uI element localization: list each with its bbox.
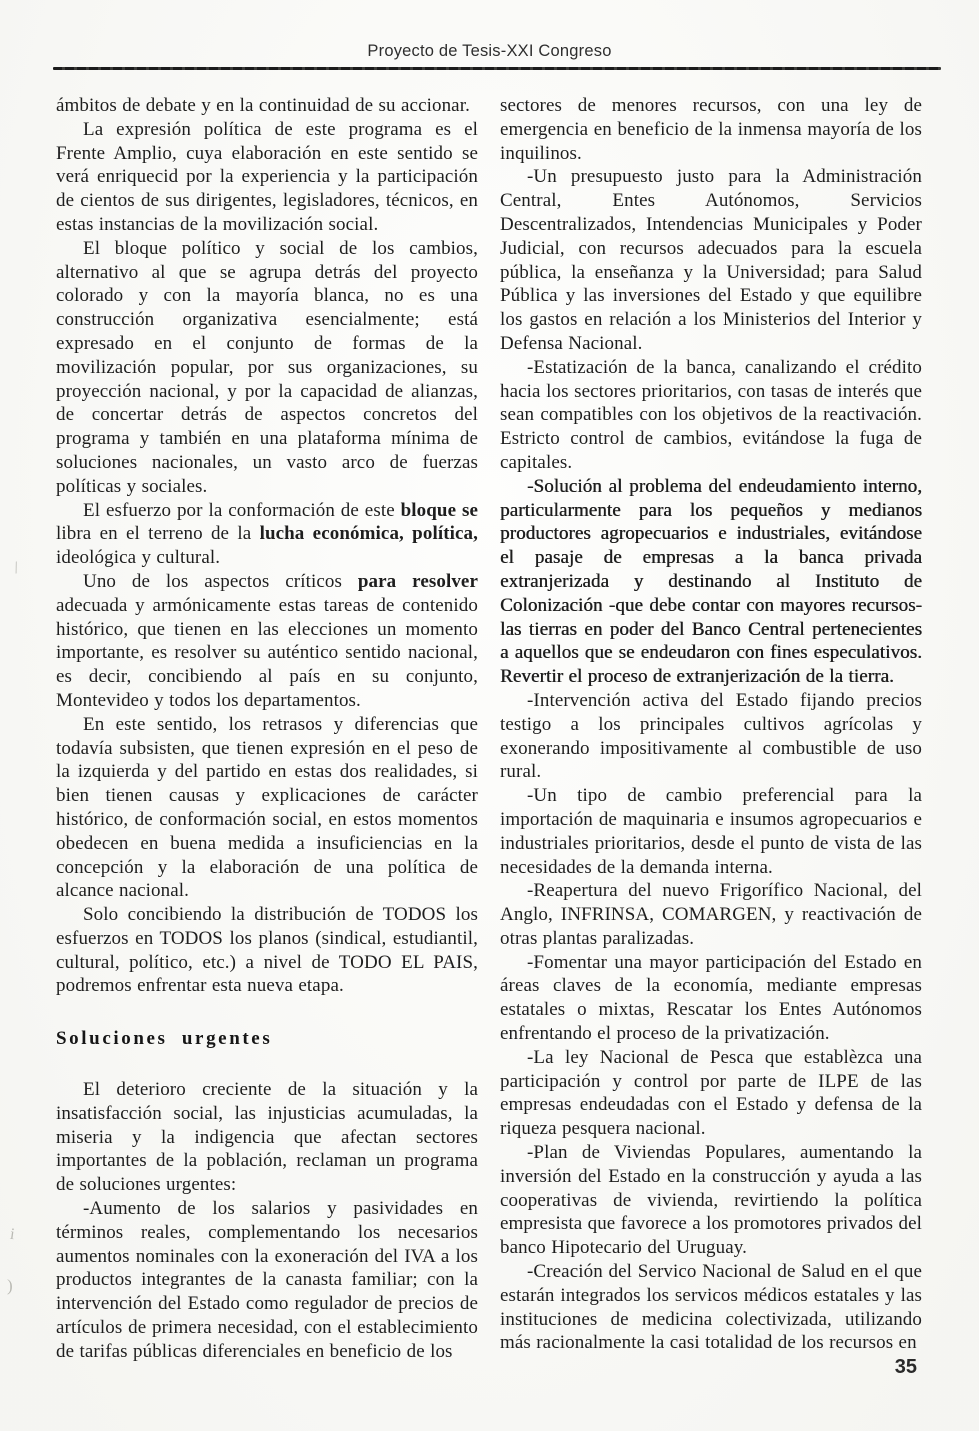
paragraph [56,1078,478,1197]
paragraph [500,94,922,165]
text-run: ideológica y cultural. [56,547,221,569]
paragraph [56,118,478,237]
pencil-mark: i [8,1225,16,1244]
bold-text-run: para resolver [357,570,478,592]
paragraph [500,879,922,950]
text-run: El deterioro creciente de la situación y la insatisfacción social, las injusticias acumuladas, la miseria y la indigencia que afectan sectores importantes de la población, reclaman un programa de soluciones urgentes: [56,1079,478,1196]
bold-text-run: bloque se [400,499,478,521]
paragraph [56,1197,478,1364]
paragraph [56,713,478,903]
pencil-mark: ) [7,1276,13,1295]
paragraph [56,570,478,713]
text-run: adecuada y armónicamente estas tareas de contenido histórico, que tienen en las elecciones un momento importante, es resolver su auténtico sentido nacional, es decir, concibiendo al país en su conjunto, Montevideo y todos los departamentos. [56,594,478,711]
paragraph [500,475,922,689]
text-run: sectores de menores recursos, con una ley de emergencia en beneficio de la inmensa mayoría de los inquilinos. [500,95,922,164]
text-run: -Creación del Servico Nacional de Salud en el que estarán integrados los servicos médicos estatales y las instituciones de medicina colectivizada, utilizando más racionalmente la casi totalidad de los recursos en [500,1261,922,1354]
text-run: -Un tipo de cambio preferencial para la importación de maquinaria e insumos agropecuarios e industriales prioritarios, desde el punto de vista de las necesidades de la demanda interna. [500,785,922,878]
text-run: Uno de los aspectos críticos [83,570,358,592]
paragraph [56,94,478,118]
paragraph [56,237,478,499]
paragraph [500,165,922,355]
text-run: La expresión política de este programa es el Frente Amplio, cuya elaboración en este sentido se verá enriquecid por la experiencia y la participación de cientos de sus dirigentes, legisladores, técnicos, en estas instancias de la movilización social. [56,118,478,235]
section-heading: Soluciones urgentes [56,1028,273,1050]
text-columns [56,94,922,1364]
text-run: libra en el terreno de la [56,523,260,545]
text-run: En este sentido, los retrasos y diferencias que todavía subsisten, que tienen expresión en el peso de la izquierda y del partido en estas dos realidades, si bien tienen causas y explicaciones de carácter histórico, de conformación social, en estos momentos obedecen en buena medida a insuficiencias en la concepción y la elaboración de una política de alcance nacional. [56,713,478,902]
text-run: -Estatización de la banca, canalizando el crédito hacia los sectores prioritarios, con tasas de interés que sean compatibles con los objetivos de la reactivación. Estricto control de cambios, evitándose la fuga de capitales. [500,356,922,473]
paragraph [500,951,922,1046]
right-column [500,94,922,1364]
text-run: El esfuerzo por la conformación de este [83,499,401,521]
header-rule [53,67,941,70]
paragraph [500,784,922,879]
text-run: Solo concibiendo la distribución de TODOS los esfuerzos en TODOS los planos (sindical, estudiantil, cultural, político, etc.) a nivel de TODO EL PAIS, podremos enfrentar esta nueva etapa. [56,904,478,997]
running-header: Proyecto de Tesis-XXI Congreso [367,42,612,60]
page-number: 35 [894,1356,917,1378]
paragraph [500,356,922,475]
text-run: -Un presupuesto justo para la Administración Central, Entes Autónomos, Servicios Descentralizados, Intendencias Municipales y Poder Judicial, con recursos adecuados para la escuela pública, la enseñanza y la Universidad; para Salud Pública y las inversiones del Estado y que equilibre los gastos en relación a los Ministerios del Interior y Defensa Nacional. [500,166,922,354]
paragraph [500,1260,922,1355]
bold-text-run: lucha económica, política, [259,523,478,545]
text-run: -Aumento de los salarios y pasividades en términos reales, complementando los necesarios aumentos nominales con la exoneración del IVA a los productos integrantes de la canasta familiar; con la intervención del Estado como regulador de precios de artículos de primera necesidad, con el establecimiento de tarifas públicas diferenciales en beneficio de los [56,1198,478,1362]
paragraph [56,903,478,998]
left-column [56,94,478,1364]
pencil-mark: / [11,557,22,578]
text-run: -Reapertura del nuevo Frigorífico Nacional, del Anglo, INFRINSA, COMARGEN, y reactivación de otras plantas paralizadas. [500,880,922,949]
paragraph [56,499,478,570]
paragraph [500,689,922,784]
paragraph [500,1141,922,1260]
text-run: ámbitos de debate y en la continuidad de su accionar. [56,95,470,116]
text-run: -Solución al problema del endeudamiento interno, particularmente para los pequeños y medianos productores agropecuarios e industriales, evitándose el pasaje de empresas a la banca privada extranjerizada y destinando al Instituto de Colonización -que debe contar con mayores recursos- las tierras en poder del Banco Central pertenecientes a aquellos que se endeudaron con fines especulativos. Revertir el proceso de extranjerización de la tierra. [500,475,922,688]
text-run: -Plan de Viviendas Populares, aumentando la inversión del Estado en la construcción y ayuda a las cooperativas de vivienda, revirtiendo la política empresista que favorece a los promotores privados del banco Hipotecario del Uruguay. [500,1142,922,1259]
text-run: -La ley Nacional de Pesca que establèzca una participación y control por parte de ILPE de las empresas endeudadas con el Estado y defensa de la riqueza pesquera nacional. [500,1046,922,1140]
paragraph [500,1046,922,1141]
text-run: El bloque político y social de los cambios, alternativo al que se agrupa detrás del proyecto colorado y con la mayoría blanca, no es una construcción organizativa esencialmente; está expresado en el conjunto de formas de la movilización popular, por sus organizaciones, su proyección nacional, y por la capacidad de alianzas, de concertar detrás de aspectos concretos del programa y también en una plataforma mínima de soluciones nacionales, un vasto arco de fuerzas políticas y sociales. [56,237,478,497]
text-run: -Intervención activa del Estado fijando precios testigo a los principales cultivos agrícolas y exonerando impositivamente al combustible de uso rural. [500,689,922,783]
text-run: -Fomentar una mayor participación del Estado en áreas claves de la economía, mediante empresas estatales o mixtas, Rescatar los Entes Autónomos enfrentando el proceso de la privatización. [500,951,922,1045]
